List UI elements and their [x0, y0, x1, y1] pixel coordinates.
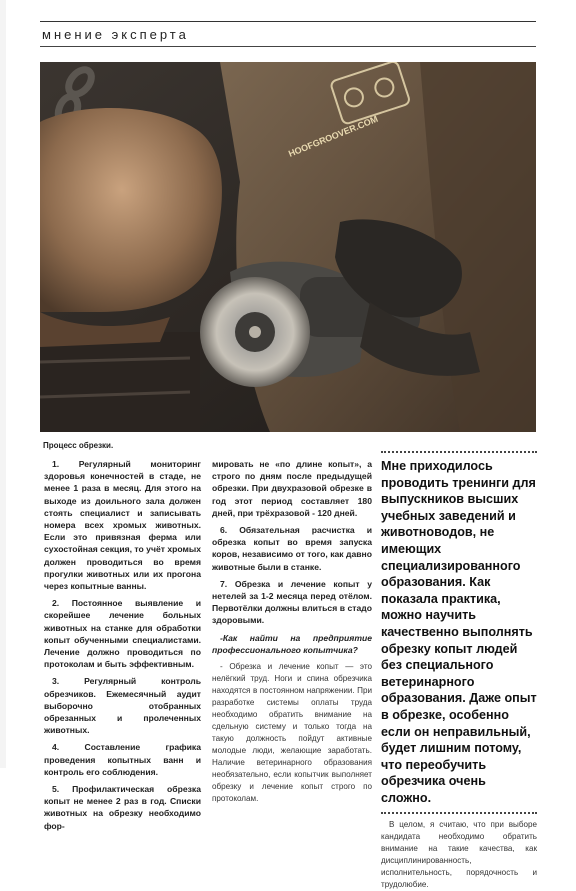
- paragraph-6: 6. Обязательная расчистка и обрезка копыт во время запуска коров, независимо от того, как давно животные были в станке.: [212, 525, 372, 572]
- apron-logo-text: HOOFGROOVER.COM: [287, 113, 380, 159]
- paragraph-5: 5. Профилактическая обрезка копыт не менее 2 раз в год. Списки животных на обрезку необходимо фор-: [44, 784, 201, 831]
- interview-question: -Как найти на предприятие профессионального копытчика?: [212, 632, 372, 655]
- paragraph-4: 4. Составление графика проведения копытных ванн и контроль его соблюдения.: [44, 742, 201, 777]
- pull-quote-text: Мне приходилось проводить тренинги для выпускников высших учебных заведений и животноводов, не имеющих специализированного образования. Как показала практика, можно научить качественно выполнять обрезку копыт людей без специального ветеринарного образования. Даже опыт в обрезке, особенно если он неправильный, будет лишним потому, что переобучить обрезчика очень сложно.: [381, 459, 537, 805]
- section-title: мнение эксперта: [42, 27, 189, 42]
- column-1: [44, 458, 201, 837]
- page-edge: [0, 0, 6, 768]
- dotted-rule-top: [381, 451, 537, 453]
- closing-paragraph: В целом, я считаю, что при выборе кандидата необходимо обратить внимание на такие качества, как дисциплинированность, исполнительность, порядочность и трудолюбие.: [381, 820, 537, 890]
- photo-caption: Процесс обрезки.: [43, 441, 114, 450]
- paragraph-3: 3. Регулярный контроль обрезчиков. Ежемесячный аудит выборочно отобранных обрезанных и пролеченных животных.: [44, 676, 201, 736]
- hoof-trimming-photo: [40, 62, 536, 432]
- interview-answer: - Обрезка и лечение копыт — это нелёгкий труд. Ноги и спина обрезчика находятся в постоянном напряжении. При разработке системы оплаты труда необходимо обратить внимание на сдельную систему и только тогда на такую должность пойдут активные молодые люди, желающие заработать. Наличие ветеринарного образования необязательно, если копытчик выполняет обрезку и лечение копыт строго по протоколам.: [212, 662, 372, 804]
- paragraph-2: 2. Постоянное выявление и скорейшее лечение больных животных на станке для обработки копыт обученными специалистами. Лечение должно проводиться по протоколам и быть эффективным.: [44, 598, 201, 670]
- photo-illustration: [40, 62, 536, 432]
- column-2: [212, 458, 372, 810]
- header-frame: [40, 0, 536, 22]
- header-rule: [40, 46, 536, 47]
- paragraph-1: 1. Регулярный мониторинг здоровья конечностей в стаде, не менее 1 раза в месяц. Для этого на выходе из доильного зала должен стоять специалист и записывать номера всех хромых животных. Если это привязная ферма или сухостойная секция, то учёт хромых должен проводиться во время прогулки животных или их прогона через копытные ванны.: [44, 459, 201, 592]
- paragraph-7: 7. Обрезка и лечение копыт у нетелей за 1-2 месяца перед отёлом. Первотёлки должны влиться в стадо здоровыми.: [212, 578, 372, 626]
- dotted-rule-bottom: [381, 812, 537, 814]
- pull-quote: [381, 451, 537, 891]
- paragraph-5-continued: мировать не «по длине копыт», а строго по дням после предыдущей обрезки. При двухразовой обрезке в год этот период составляет 180 дней, при трёхразовой - 120 дней.: [212, 459, 372, 518]
